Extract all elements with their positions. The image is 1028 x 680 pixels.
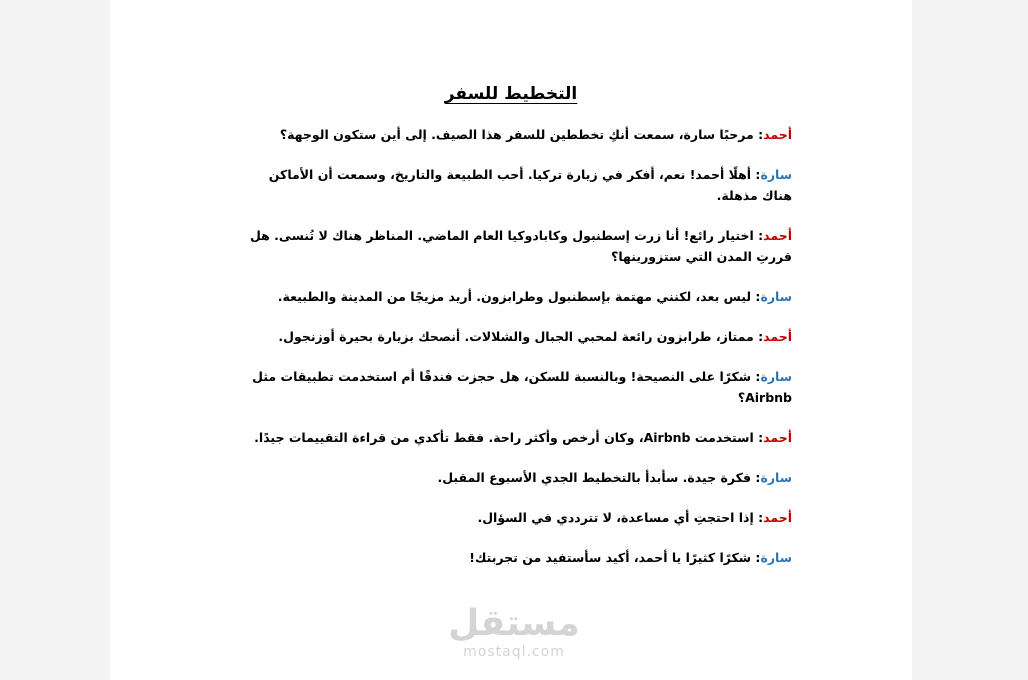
speaker-name: أحمد bbox=[763, 430, 792, 445]
line-text: : شكرًا على النصيحة! وبالنسبة للسكن، هل حجزت فندقًا أم استخدمت تطبيقات مثل Airbnb؟ bbox=[252, 369, 792, 405]
dialogue bbox=[244, 124, 792, 587]
document-title-wrap bbox=[110, 84, 912, 104]
mostaql-watermark bbox=[0, 604, 1028, 660]
dialogue-line bbox=[244, 467, 792, 488]
dialogue-line bbox=[244, 366, 792, 408]
dialogue-line bbox=[244, 326, 792, 347]
speaker-name: أحمد bbox=[763, 228, 792, 243]
speaker-name: سارة bbox=[760, 369, 792, 384]
document-title: التخطيط للسفر bbox=[444, 84, 578, 104]
line-text: : فكرة جيدة. سأبدأ بالتخطيط الجدي الأسبوع المقبل. bbox=[437, 470, 761, 485]
line-text: : ممتاز، طرابزون رائعة لمحبي الجبال والشلالات. أنصحك بزيارة بحيرة أوزنجول. bbox=[278, 329, 764, 344]
line-text: : ليس بعد، لكنني مهتمة بإسطنبول وطرابزون. أريد مزيجًا من المدينة والطبيعة. bbox=[277, 289, 761, 304]
speaker-name: سارة bbox=[760, 470, 792, 485]
line-text: : إذا احتجتِ أي مساعدة، لا تترددي في السؤال. bbox=[477, 510, 764, 525]
dialogue-line bbox=[244, 286, 792, 307]
watermark-logo: مستقل bbox=[448, 603, 580, 644]
dialogue-line bbox=[244, 225, 792, 267]
dialogue-line bbox=[244, 124, 792, 145]
speaker-name: أحمد bbox=[763, 510, 792, 525]
speaker-name: سارة bbox=[760, 167, 792, 182]
dialogue-line bbox=[244, 164, 792, 206]
watermark-url: mostaql.com bbox=[463, 644, 565, 660]
line-text: : مرحبًا سارة، سمعت أنكِ تخططين للسفر هذا الصيف. إلى أين ستكون الوجهة؟ bbox=[279, 127, 764, 142]
document-page bbox=[110, 0, 912, 680]
line-text: : أهلًا أحمد! نعم، أفكر في زيارة تركيا. أحب الطبيعة والتاريخ، وسمعت أن الأماكن هناك مذهلة. bbox=[268, 167, 792, 203]
dialogue-line bbox=[244, 427, 792, 448]
speaker-name: سارة bbox=[760, 289, 792, 304]
line-text: : شكرًا كثيرًا يا أحمد، أكيد سأستفيد من تجربتك! bbox=[469, 550, 761, 565]
dialogue-line bbox=[244, 507, 792, 528]
dialogue-line bbox=[244, 547, 792, 568]
speaker-name: أحمد bbox=[763, 329, 792, 344]
line-text: : اختيار رائع! أنا زرت إسطنبول وكابادوكيا العام الماضي. المناظر هناك لا تُنسى. هل قررتِ المدن التي ستزورينها؟ bbox=[250, 228, 792, 264]
speaker-name: أحمد bbox=[763, 127, 792, 142]
speaker-name: سارة bbox=[760, 550, 792, 565]
line-text: : استخدمت Airbnb، وكان أرخص وأكثر راحة. فقط تأكدي من قراءة التقييمات جيدًا. bbox=[254, 430, 764, 445]
